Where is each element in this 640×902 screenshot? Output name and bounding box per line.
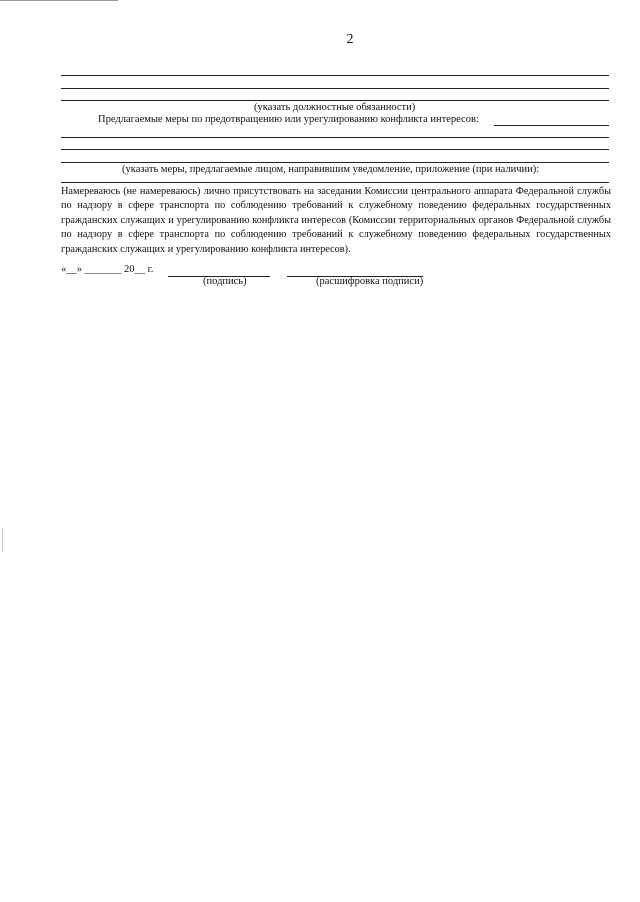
measures-caption: (указать меры, предлагаемые лицом, направившим уведомление, приложение (при наличии): [122, 164, 540, 175]
duties-blank-line-1 [61, 75, 609, 76]
scan-edge-mark [2, 528, 3, 552]
measures-prompt: Предлагаемые меры по предотвращению или урегулированию конфликта интересов: [98, 114, 479, 125]
attendance-paragraph: Намереваюсь (не намереваюсь) лично присутствовать на заседании Комиссии центрального аппарата Федеральной службы по надзору в сфере транспорта по соблюдению требований к служебному поведению федеральных государственных гражданских служащих и урегулированию конфликта интересов (Комиссии территориальных органов Федеральной службы по надзору в сфере транспорта по соблюдению требований к служебному поведению федеральных государственных гражданских служащих и урегулированию конфликта интересов). [61, 186, 611, 255]
section-divider [61, 182, 609, 183]
duties-blank-line-2 [61, 88, 609, 89]
measures-blank-line-2 [61, 149, 609, 150]
page-number: 2 [346, 32, 354, 47]
signature-decoding-caption: (расшифровка подписи) [316, 276, 424, 287]
measures-blank-line-1 [61, 137, 609, 138]
duties-blank-line-3 [61, 100, 609, 101]
signature-caption: (подпись) [203, 276, 247, 287]
date-line: «__» _______ 20__ г. [61, 264, 154, 275]
measures-prompt-blank [494, 125, 609, 126]
duties-caption: (указать должностные обязанности) [254, 102, 416, 113]
measures-blank-line-3 [61, 162, 609, 163]
scan-corner-mark [0, 0, 118, 3]
